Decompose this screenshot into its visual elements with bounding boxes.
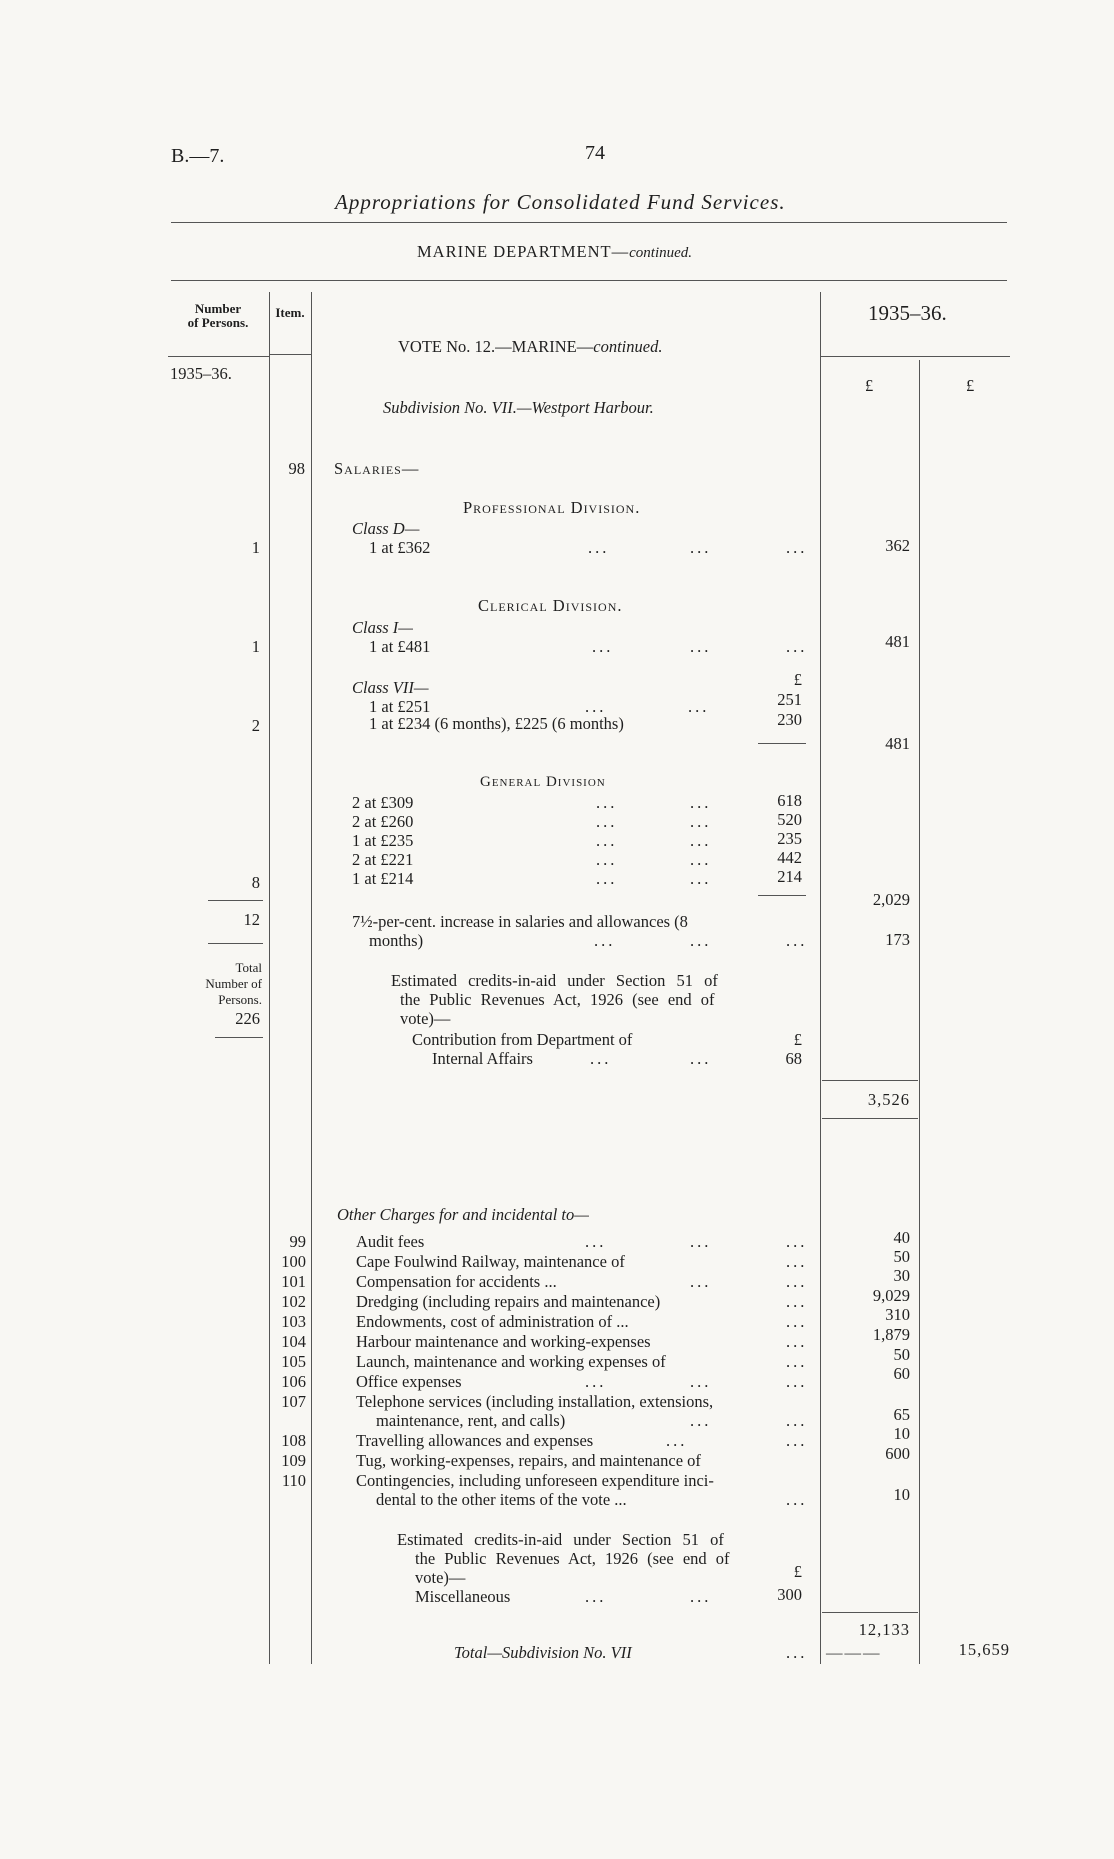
persons-year: 1935–36. — [170, 364, 232, 383]
item-number: 104 — [281, 1332, 306, 1351]
class-vii-line-2: 1 at £234 (6 months), £225 (6 months) — [369, 714, 624, 733]
miscellaneous-label: Miscellaneous — [415, 1587, 511, 1606]
general-line-2: 2 at £260 — [352, 812, 414, 831]
charge-amount: 40 — [893, 1228, 910, 1247]
page-title: Appropriations for Consolidated Fund Services. — [335, 190, 786, 214]
charge-amount: 10 — [893, 1424, 910, 1443]
charge-label: Harbour maintenance and working-expenses — [356, 1332, 651, 1351]
salaries-total-persons: 12 — [243, 910, 260, 929]
charge-label: Tug, working-expenses, repairs, and maintenance of — [356, 1451, 701, 1470]
general-division-heading: General Division — [480, 774, 606, 790]
class-vii-sub-2: 230 — [777, 710, 802, 729]
contribution-line-2: Internal Affairs — [432, 1049, 533, 1068]
general-line-3: 1 at £235 — [352, 831, 414, 850]
charge-label-continued: dental to the other items of the vote ... — [376, 1490, 627, 1509]
class-i-label: Class I— — [352, 618, 413, 637]
charge-label: Compensation for accidents ... — [356, 1272, 557, 1291]
salaries-credits-line-1: Estimated credits-in-aid under Section 51 of — [391, 971, 718, 990]
other-credits-line-3: vote)— — [415, 1568, 466, 1587]
item-number: 107 — [281, 1392, 306, 1411]
charge-label: Telephone services (including installation, extensions, — [356, 1392, 714, 1411]
class-d-persons: 1 — [251, 538, 260, 557]
class-i-amount: 481 — [885, 632, 910, 651]
total-label: Total—Subdivision No. VII — [454, 1643, 632, 1662]
department-heading: MARINE DEPARTMENT—continued. — [417, 242, 693, 261]
class-d-amount: 362 — [885, 536, 910, 555]
item-number: 110 — [281, 1471, 306, 1490]
charge-label-continued: maintenance, rent, and calls) — [376, 1411, 566, 1430]
general-persons: 8 — [251, 873, 260, 892]
pound-column-1: £ — [865, 376, 874, 395]
other-credits-pound: £ — [793, 1562, 802, 1581]
class-vii-sub-1: 251 — [777, 690, 802, 709]
grand-total-amount: 15,659 — [958, 1640, 1010, 1659]
page-number: 74 — [585, 142, 605, 164]
general-sub-2: 520 — [777, 810, 802, 829]
charge-amount: 1,879 — [872, 1325, 910, 1344]
charge-label: Launch, maintenance and working expenses of — [356, 1352, 666, 1371]
class-vii-persons: 2 — [251, 716, 260, 735]
class-d-label: Class D— — [352, 519, 420, 538]
item-number: 106 — [281, 1372, 306, 1391]
charge-label: Audit fees — [356, 1232, 425, 1251]
salaries-credits-line-2: the Public Revenues Act, 1926 (see end of — [400, 990, 715, 1009]
class-i-line: 1 at £481 — [369, 637, 431, 656]
class-i-persons: 1 — [251, 637, 260, 656]
general-sub-1: 618 — [777, 791, 802, 810]
general-sub-5: 214 — [777, 867, 802, 886]
general-sub-3: 235 — [777, 829, 802, 848]
vote-title: VOTE No. 12.—MARINE—continued. — [398, 337, 663, 356]
charge-label: Travelling allowances and expenses — [356, 1431, 594, 1450]
salaries-subtotal: 3,526 — [867, 1090, 910, 1109]
document-reference: B.—7. — [171, 145, 225, 167]
increase-line-1: 7½-per-cent. increase in salaries and allowances (8 — [352, 912, 688, 931]
general-line-4: 2 at £221 — [352, 850, 414, 869]
general-sub-4: 442 — [777, 848, 802, 867]
item-number: 105 — [281, 1352, 306, 1371]
charge-amount: 600 — [885, 1444, 910, 1463]
other-charges-heading: Other Charges for and incidental to— — [337, 1205, 589, 1224]
clerical-division-heading: Clerical Division. — [478, 596, 623, 615]
item-number: 102 — [281, 1292, 306, 1311]
charge-amount: 10 — [893, 1485, 910, 1504]
charge-amount: 60 — [893, 1364, 910, 1383]
contribution-line-1: Contribution from Department of — [412, 1030, 633, 1049]
class-d-line: 1 at £362 — [369, 538, 431, 557]
other-credits-line-1: Estimated credits-in-aid under Section 51 of — [397, 1530, 724, 1549]
charge-amount: 65 — [893, 1405, 910, 1424]
charge-amount: 50 — [893, 1247, 910, 1266]
contribution-amount: 68 — [785, 1049, 802, 1068]
charge-amount: 9,029 — [872, 1286, 910, 1305]
item-number: 101 — [281, 1272, 306, 1291]
item-number: 103 — [281, 1312, 306, 1331]
year-column-header: 1935–36. — [868, 301, 947, 325]
charge-amount: 310 — [885, 1305, 910, 1324]
item-column-header: Item. — [275, 305, 305, 320]
salaries-item: 98 — [288, 459, 305, 478]
other-subtotal: 12,133 — [858, 1620, 910, 1639]
general-amount: 2,029 — [872, 890, 910, 909]
item-number: 108 — [281, 1431, 306, 1450]
charge-amount: 30 — [893, 1266, 910, 1285]
total-dash: ——— — [826, 1643, 882, 1662]
salaries-credits-line-3: vote)— — [400, 1009, 451, 1028]
charge-label: Cape Foulwind Railway, maintenance of — [356, 1252, 625, 1271]
pound-column-2: £ — [966, 376, 975, 395]
class-vii-pound: £ — [793, 670, 802, 689]
professional-division-heading: Professional Division. — [463, 498, 641, 517]
class-vii-line-1: 1 at £251 — [369, 697, 431, 716]
persons-column-header: Number of Persons. — [187, 301, 249, 330]
charge-amount: 50 — [893, 1345, 910, 1364]
increase-line-2: months) — [369, 931, 424, 950]
item-number: 99 — [289, 1232, 306, 1251]
total-persons-label: Total Number of Persons. — [205, 960, 262, 1007]
contribution-pound: £ — [793, 1030, 802, 1049]
class-vii-amount: 481 — [885, 734, 910, 753]
charge-label: Dredging (including repairs and maintenance) — [356, 1292, 661, 1311]
miscellaneous-amount: 300 — [777, 1585, 802, 1604]
other-credits-line-2: the Public Revenues Act, 1926 (see end of — [415, 1549, 730, 1568]
charge-label: Endowments, cost of administration of ... — [356, 1312, 629, 1331]
general-line-5: 1 at £214 — [352, 869, 414, 888]
item-number: 109 — [281, 1451, 306, 1470]
charge-label: Contingencies, including unforeseen expenditure inci- — [356, 1471, 714, 1490]
increase-amount: 173 — [885, 930, 910, 949]
total-persons-value: 226 — [235, 1009, 260, 1028]
charge-label: Office expenses — [356, 1372, 462, 1391]
subdivision-title: Subdivision No. VII.—Westport Harbour. — [383, 398, 654, 417]
general-line-1: 2 at £309 — [352, 793, 414, 812]
item-number: 100 — [281, 1252, 306, 1271]
salaries-label: Salaries— — [334, 459, 420, 478]
class-vii-label: Class VII— — [352, 678, 429, 697]
